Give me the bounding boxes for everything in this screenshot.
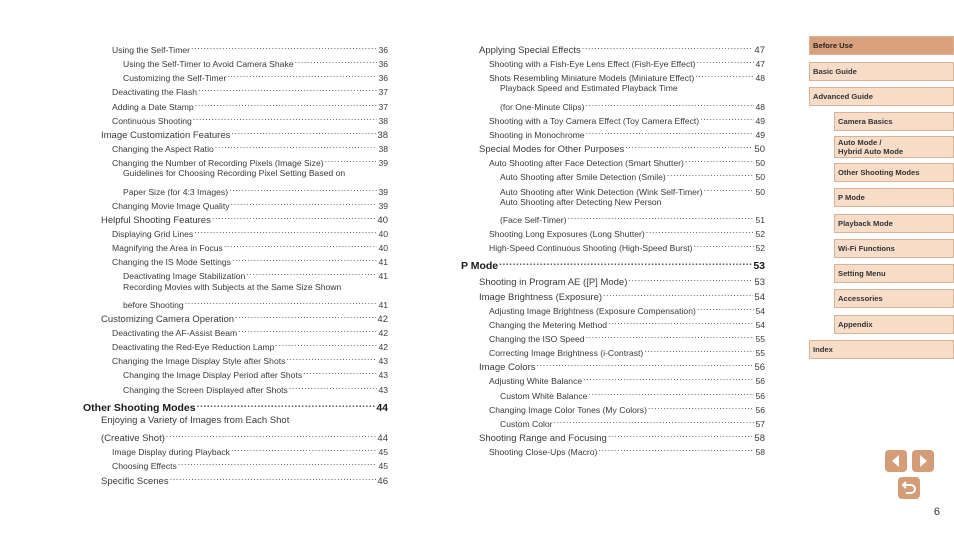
page-number: 6	[933, 506, 940, 518]
next-page-button[interactable]	[912, 450, 934, 472]
dot-leader	[537, 357, 754, 370]
toc-entry-page: 43	[378, 384, 388, 395]
toc-entry-page: 50	[755, 172, 765, 183]
toc-entry-page: 48	[755, 73, 765, 84]
toc-entry-label: Specific Scenes	[101, 475, 169, 487]
toc-entry-page: 42	[378, 342, 388, 353]
sidebar-tab[interactable]	[834, 163, 954, 182]
toc-entry-label: Image Brightness (Exposure)	[479, 291, 603, 303]
toc-entry-label: Changing the ISO Speed	[489, 334, 585, 344]
toc-entry-label: Using the Self-Timer	[112, 45, 191, 55]
dot-leader	[582, 40, 754, 53]
dot-leader	[238, 323, 377, 336]
toc-entry-page: 54	[755, 305, 765, 316]
sidebar-tab[interactable]	[834, 188, 954, 207]
dot-leader	[325, 153, 378, 166]
dot-leader	[193, 111, 378, 124]
toc-entry-page: 41	[378, 271, 388, 282]
toc-entry-label: Changing Movie Image Quality	[112, 200, 230, 211]
toc-entry-label: Adjusting Image Brightness (Exposure Compensation)	[489, 305, 696, 316]
toc-entry-label: Auto Shooting after Wink Detection (Wink Self-Timer)	[500, 186, 703, 197]
toc-entry-page: 52	[755, 228, 765, 239]
toc-entry-label: Shooting with a Fish-Eye Lens Effect (Fish-Eye Effect)	[489, 59, 696, 70]
dot-leader	[246, 266, 377, 279]
toc-entry-page: 38	[377, 129, 388, 141]
toc-entry-page: 56	[754, 362, 765, 374]
sidebar-tab-label: Wi-Fi Functions	[838, 244, 895, 253]
toc-entry-label: Continuous Shooting	[112, 115, 192, 126]
toc-entry-label: Adding a Date Stamp	[112, 101, 194, 112]
toc-entry-label: High-Speed Continuous Shooting (High-Speed Burst)	[489, 243, 693, 254]
sidebar-tab-label: Other Shooting Modes	[838, 168, 920, 177]
toc-entry-page: 36	[378, 59, 388, 70]
dot-leader	[608, 315, 754, 328]
prev-page-button[interactable]	[885, 450, 907, 472]
toc-entry-label: (Face Self-Timer)	[500, 214, 567, 225]
toc-entry-page: 47	[755, 59, 765, 70]
sidebar-tab-label: Before Use	[813, 41, 854, 50]
dot-leader	[628, 272, 753, 285]
dot-leader	[700, 111, 754, 124]
toc-entry-page: 58	[755, 447, 765, 458]
toc-entry-label: Deactivating the Red-Eye Reduction Lamp	[112, 342, 275, 353]
dot-leader	[583, 371, 754, 384]
toc-entry-page: 42	[377, 313, 388, 325]
toc-entry-label: Custom Color	[500, 418, 553, 429]
toc-entry-label: Auto Shooting after Detecting New Person	[500, 196, 662, 207]
toc-entry-page: 49	[755, 129, 765, 140]
dot-leader	[568, 210, 755, 223]
dot-leader	[625, 139, 753, 152]
dot-leader	[229, 182, 377, 195]
toc-entry-label: Changing the Aspect Ratio	[112, 144, 214, 155]
sidebar-tab[interactable]	[834, 112, 954, 131]
sidebar-tab-label: Basic Guide	[813, 67, 857, 76]
toc-entry-label: P Mode	[461, 260, 499, 273]
toc-entry-page: 42	[378, 328, 388, 338]
toc-entry-label: Customizing the Self-Timer	[123, 73, 227, 84]
toc-entry[interactable]	[101, 414, 388, 427]
toc-entry-page: 53	[753, 260, 765, 273]
dot-leader	[231, 125, 376, 138]
sidebar-tab-label: Camera Basics	[838, 117, 893, 126]
toc-entry-page: 37	[378, 101, 388, 112]
dot-leader	[648, 400, 754, 413]
toc-entry-label: Custom White Balance	[500, 390, 588, 401]
dot-leader	[608, 428, 754, 441]
sidebar-tab[interactable]	[834, 289, 954, 308]
sidebar-tab-label: Advanced Guide	[813, 92, 873, 101]
toc-entry-page: 47	[754, 45, 765, 56]
dot-leader	[195, 97, 378, 110]
toc-entry-page: 37	[378, 87, 388, 98]
toc-entry-page: 52	[755, 243, 765, 254]
sidebar-tab-label: Playback Mode	[838, 219, 893, 228]
dot-leader	[697, 301, 755, 314]
toc-entry-label: Shooting Range and Focusing	[479, 433, 607, 445]
toc-entry-page: 50	[755, 158, 765, 169]
toc-chapter-entry[interactable]	[83, 398, 388, 415]
toc-entry-page: 54	[754, 291, 765, 303]
toc-entry-label: Adjusting White Balance	[489, 376, 583, 387]
toc-entry-page: 41	[378, 299, 388, 310]
toc-entry-page: 39	[378, 200, 388, 211]
toc-entry-label: Image Display during Playback	[112, 447, 230, 458]
dot-leader	[191, 40, 377, 53]
toc-entry-page: 45	[378, 447, 388, 458]
toc-entry[interactable]	[101, 471, 388, 488]
toc-entry-label: Magnifying the Area in Focus	[112, 243, 223, 254]
dot-leader	[667, 167, 755, 180]
dot-leader	[286, 351, 377, 364]
dot-leader	[194, 224, 377, 237]
dot-leader	[232, 252, 377, 265]
toc-entry-page: 39	[378, 186, 388, 197]
toc-entry-page: 54	[755, 319, 765, 330]
toc-entry-page: 43	[378, 370, 388, 381]
toc-entry-page: 49	[755, 115, 765, 126]
sidebar-tab-label: P Mode	[838, 193, 865, 202]
dot-leader	[166, 428, 377, 441]
dot-leader	[295, 54, 378, 67]
dot-leader	[586, 97, 755, 110]
sidebar-tab[interactable]	[809, 36, 954, 55]
toc-entry-page: 46	[377, 475, 388, 487]
toc-entry-label: Guidelines for Choosing Recording Pixel Setting Based on	[123, 168, 346, 179]
sidebar-tab[interactable]	[834, 315, 954, 334]
toc-entry[interactable]	[123, 167, 388, 180]
prev-page-icon	[885, 450, 907, 472]
toc-entry-label: Paper Size (for 4:3 Images)	[123, 186, 229, 197]
dot-leader	[197, 398, 376, 411]
dot-leader	[586, 329, 755, 342]
toc-entry-label: Using the Self-Timer to Avoid Camera Shake	[123, 59, 294, 70]
dot-leader	[215, 139, 378, 152]
toc-entry[interactable]	[123, 380, 388, 397]
dot-leader	[697, 54, 755, 67]
dot-leader	[554, 414, 755, 427]
dot-leader	[198, 82, 377, 95]
dot-leader	[235, 309, 376, 322]
toc-entry-label: Helpful Shooting Features	[101, 214, 211, 226]
dot-leader	[685, 153, 755, 166]
toc-entry-label: Correcting Image Brightness (i-Contrast)	[489, 348, 644, 359]
toc-entry-label: (Creative Shot)	[101, 433, 165, 445]
toc-entry-label: Auto Shooting after Face Detection (Smart Shutter)	[489, 158, 684, 169]
toc-entry-page: 36	[378, 45, 388, 55]
toc-entry-page: 41	[378, 257, 388, 268]
toc-entry-label: before Shooting	[123, 299, 184, 310]
toc-entry-page: 38	[378, 144, 388, 155]
return-button[interactable]	[898, 477, 920, 499]
toc-entry-page: 56	[755, 376, 765, 387]
toc-entry-page: 43	[378, 356, 388, 367]
return-icon	[898, 477, 920, 499]
toc-entry[interactable]	[489, 238, 765, 255]
dot-leader	[646, 224, 755, 237]
dot-leader	[499, 256, 752, 269]
toc-entry-label: Image Colors	[479, 362, 536, 374]
toc-entry-page: 56	[755, 404, 765, 415]
dot-leader	[644, 343, 754, 356]
sidebar-tab[interactable]	[809, 340, 954, 359]
dot-leader	[598, 442, 754, 455]
toc-entry-label: Changing the Image Display Style after Shots	[112, 356, 286, 367]
toc-entry-label: Deactivating the Flash	[112, 87, 198, 98]
toc-entry-page: 58	[754, 433, 765, 445]
toc-entry-label: Shooting Long Exposures (Long Shutter)	[489, 228, 645, 239]
toc-entry-label: Applying Special Effects	[479, 45, 581, 56]
toc-entry-label: Choosing Effects	[112, 461, 177, 472]
toc-entry-page: 51	[755, 214, 765, 225]
dot-leader	[694, 238, 755, 251]
sidebar-tab[interactable]	[834, 264, 954, 283]
dot-leader	[586, 125, 755, 138]
toc-entry-label: Displaying Grid Lines	[112, 228, 194, 239]
dot-leader	[289, 380, 378, 393]
toc-entry-page: 53	[754, 277, 765, 289]
toc-entry-label: Shooting with a Toy Camera Effect (Toy Camera Effect)	[489, 115, 700, 126]
toc-entry-page: 50	[754, 144, 765, 156]
toc-entry-label: Image Customization Features	[101, 129, 231, 141]
toc-entry-label: Changing the IS Mode Settings	[112, 257, 231, 268]
toc-entry-label: Playback Speed and Estimated Playback Time	[500, 83, 678, 94]
sidebar-tab-label: Appendix	[838, 320, 873, 329]
toc-entry-page: 40	[377, 214, 388, 226]
toc-entry-page: 57	[755, 418, 765, 429]
toc-entry-label: Shooting in Program AE ([P] Mode)	[479, 277, 628, 289]
dot-leader	[224, 238, 378, 251]
sidebar-tab[interactable]	[834, 239, 954, 258]
toc-entry-page: 50	[755, 186, 765, 197]
dot-leader	[212, 210, 377, 223]
toc-entry-label: (for One-Minute Clips)	[500, 101, 585, 112]
dot-leader	[170, 471, 377, 484]
toc-entry-page: 38	[378, 115, 388, 126]
toc-entry-page: 39	[378, 158, 388, 169]
toc-entry-label: Shots Resembling Miniature Models (Miniature Effect)	[489, 73, 695, 84]
dot-leader	[178, 456, 378, 469]
dot-leader	[695, 68, 754, 81]
sidebar-tab-label: Index	[813, 345, 833, 354]
toc-entry[interactable]	[489, 442, 765, 459]
toc-entry-label: Shooting Close-Ups (Macro)	[489, 447, 598, 458]
toc-entry-label: Other Shooting Modes	[83, 401, 196, 414]
toc-entry-page: 48	[755, 101, 765, 112]
dot-leader	[227, 68, 377, 81]
sidebar-tab[interactable]	[809, 87, 954, 106]
dot-leader	[185, 295, 378, 308]
toc-entry-label: Deactivating Image Stabilization	[123, 271, 246, 282]
toc-entry-label: Customizing Camera Operation	[101, 313, 235, 325]
dot-leader	[588, 386, 754, 399]
toc-entry-page: 44	[377, 433, 388, 445]
sidebar-tab[interactable]	[834, 136, 954, 158]
sidebar-tab[interactable]	[834, 214, 954, 233]
toc-entry[interactable]	[123, 281, 388, 294]
toc-entry-label: Enjoying a Variety of Images from Each Shot	[101, 414, 290, 426]
toc-entry-page: 56	[755, 390, 765, 401]
toc-entry-page: 40	[378, 228, 388, 239]
toc-entry-label: Changing the Screen Displayed after Shots	[123, 384, 288, 395]
toc-entry-label: Changing the Number of Recording Pixels (Image Size)	[112, 158, 324, 169]
dot-leader	[704, 182, 755, 195]
toc-chapter-entry[interactable]	[461, 256, 765, 273]
toc-entry-label: Shooting in Monochrome	[489, 129, 585, 140]
toc-entry-label: Recording Movies with Subjects at the Same Size Shown	[123, 281, 342, 292]
sidebar-tab-label: Setting Menu	[838, 269, 886, 278]
toc-entry-page: 36	[378, 73, 388, 84]
toc-entry-label: Changing the Image Display Period after Shots	[123, 370, 303, 381]
toc-entry-page: 55	[755, 348, 765, 359]
toc-entry-label: Changing Image Color Tones (My Colors)	[489, 404, 647, 415]
toc-entry-label: Changing the Metering Method	[489, 319, 608, 330]
toc-entry-page: 45	[378, 461, 388, 472]
sidebar-tab[interactable]	[809, 62, 954, 81]
toc-entry[interactable]	[500, 196, 765, 209]
dot-leader	[275, 337, 377, 350]
toc-entry-page: 40	[378, 243, 388, 254]
toc-entry-label: Special Modes for Other Purposes	[479, 144, 625, 156]
dot-leader	[231, 442, 377, 455]
toc-entry-page: 55	[755, 334, 765, 344]
dot-leader	[303, 365, 377, 378]
toc-entry[interactable]	[500, 82, 765, 95]
toc-entry-label: Deactivating the AF-Assist Beam	[112, 328, 238, 338]
sidebar-tab-label: Accessories	[838, 294, 883, 303]
toc-entry-page: 44	[376, 401, 388, 414]
dot-leader	[603, 287, 753, 300]
sidebar-tab-label: Auto Mode / Hybrid Auto Mode	[838, 138, 904, 156]
dot-leader	[231, 196, 378, 209]
toc-entry-label: Auto Shooting after Smile Detection (Smile)	[500, 172, 666, 183]
next-page-icon	[912, 450, 934, 472]
